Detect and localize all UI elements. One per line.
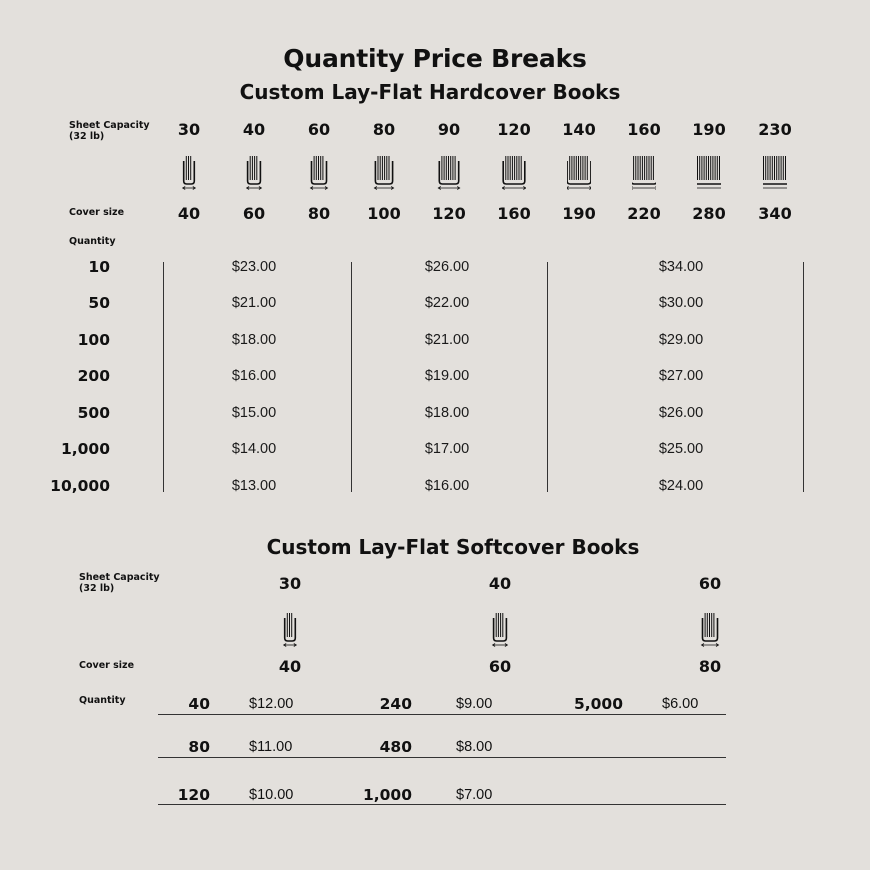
hc-sheet-capacity: 190	[692, 120, 726, 139]
sc-price: $12.00	[249, 696, 294, 712]
hc-cover-size: 220	[627, 204, 661, 223]
hc-sheet-capacity: 30	[177, 120, 201, 139]
softcover-heading: Custom Lay-Flat Softcover Books	[266, 535, 640, 559]
hc-sheet-capacity: 90	[437, 120, 461, 139]
book-icon	[567, 155, 591, 195]
sc-price: $11.00	[249, 739, 293, 755]
hc-price: $19.00	[424, 368, 470, 384]
hc-sheet-capacity: 40	[242, 120, 266, 139]
hc-quantity: 200	[77, 367, 110, 385]
hc-quantity: 100	[77, 331, 110, 349]
page-title: Quantity Price Breaks	[283, 44, 587, 73]
sc-price: $9.00	[456, 696, 493, 712]
hc-divider	[803, 262, 804, 492]
sc-sheet-capacity: 30	[278, 574, 302, 593]
sc-price: $8.00	[456, 739, 493, 755]
hc-cover-size: 190	[562, 204, 596, 223]
hc-price: $24.00	[658, 478, 704, 494]
hc-price: $21.00	[424, 332, 470, 348]
book-icon	[372, 155, 396, 195]
hc-price: $26.00	[424, 259, 470, 275]
hc-quantity: 10	[88, 258, 110, 276]
book-icon	[632, 155, 656, 195]
hc-quantity: 1,000	[60, 440, 110, 458]
book-icon	[763, 155, 787, 195]
hc-price: $18.00	[424, 405, 470, 421]
sc-price: $6.00	[662, 696, 699, 712]
hc-price: $21.00	[231, 295, 277, 311]
sc-quantity: 1,000	[362, 786, 412, 804]
sc-quantity: 40	[188, 695, 210, 713]
sc-quantity: 80	[188, 738, 210, 756]
sc-quantity: 120	[177, 786, 210, 804]
hc-sheet-capacity-label: Sheet Capacity (32 lb)	[69, 120, 150, 142]
hc-price: $14.00	[231, 441, 277, 457]
sc-quantity: 240	[379, 695, 412, 713]
hc-cover-size-label: Cover size	[69, 207, 125, 218]
hc-divider	[163, 262, 164, 492]
sc-row-divider	[158, 757, 726, 758]
book-icon	[307, 155, 331, 195]
hc-cover-size: 340	[758, 204, 792, 223]
hc-quantity-label: Quantity	[69, 236, 116, 247]
hc-cover-size: 80	[307, 204, 331, 223]
sc-quantity: 480	[379, 738, 412, 756]
hc-price: $15.00	[231, 405, 277, 421]
hc-price: $16.00	[231, 368, 277, 384]
book-icon	[502, 155, 526, 195]
hc-cover-size: 160	[497, 204, 531, 223]
hc-price: $26.00	[658, 405, 704, 421]
hc-divider	[547, 262, 548, 492]
hc-cover-size: 40	[177, 204, 201, 223]
sc-quantity-label: Quantity	[79, 695, 126, 706]
hc-sheet-capacity: 230	[758, 120, 792, 139]
book-icon	[697, 155, 721, 195]
sc-sheet-capacity-label: Sheet Capacity (32 lb)	[79, 572, 160, 594]
hc-quantity: 10,000	[50, 477, 110, 495]
hc-cover-size: 280	[692, 204, 726, 223]
sc-quantity: 5,000	[573, 695, 623, 713]
book-icon	[242, 155, 266, 195]
hc-price: $13.00	[231, 478, 277, 494]
hc-price: $23.00	[231, 259, 277, 275]
hc-price: $17.00	[424, 441, 470, 457]
sc-sheet-capacity: 40	[488, 574, 512, 593]
hc-price: $34.00	[658, 259, 704, 275]
hc-cover-size: 60	[242, 204, 266, 223]
hc-cover-size: 100	[367, 204, 401, 223]
sc-price: $7.00	[456, 787, 493, 803]
hc-sheet-capacity: 120	[497, 120, 531, 139]
hc-price: $29.00	[658, 332, 704, 348]
sc-cover-size: 80	[698, 657, 722, 676]
hc-price: $16.00	[424, 478, 470, 494]
hc-price: $27.00	[658, 368, 704, 384]
sc-price: $10.00	[249, 787, 294, 803]
hc-price: $30.00	[658, 295, 704, 311]
hc-divider	[351, 262, 352, 492]
hc-sheet-capacity: 80	[372, 120, 396, 139]
hc-sheet-capacity: 60	[307, 120, 331, 139]
hc-quantity: 50	[88, 294, 110, 312]
hc-sheet-capacity: 160	[627, 120, 661, 139]
sc-row-divider	[158, 714, 726, 715]
sc-sheet-capacity: 60	[698, 574, 722, 593]
book-icon	[278, 612, 302, 652]
hc-price: $18.00	[231, 332, 277, 348]
hardcover-heading: Custom Lay-Flat Hardcover Books	[239, 80, 621, 104]
sc-cover-size: 40	[278, 657, 302, 676]
book-icon	[698, 612, 722, 652]
hc-quantity: 500	[77, 404, 110, 422]
hc-price: $22.00	[424, 295, 470, 311]
hc-cover-size: 120	[432, 204, 466, 223]
book-icon	[177, 155, 201, 195]
sc-cover-size-label: Cover size	[79, 660, 135, 671]
hc-sheet-capacity: 140	[562, 120, 596, 139]
book-icon	[488, 612, 512, 652]
sc-cover-size: 60	[488, 657, 512, 676]
book-icon	[437, 155, 461, 195]
sc-row-divider	[158, 804, 726, 805]
hc-price: $25.00	[658, 441, 704, 457]
